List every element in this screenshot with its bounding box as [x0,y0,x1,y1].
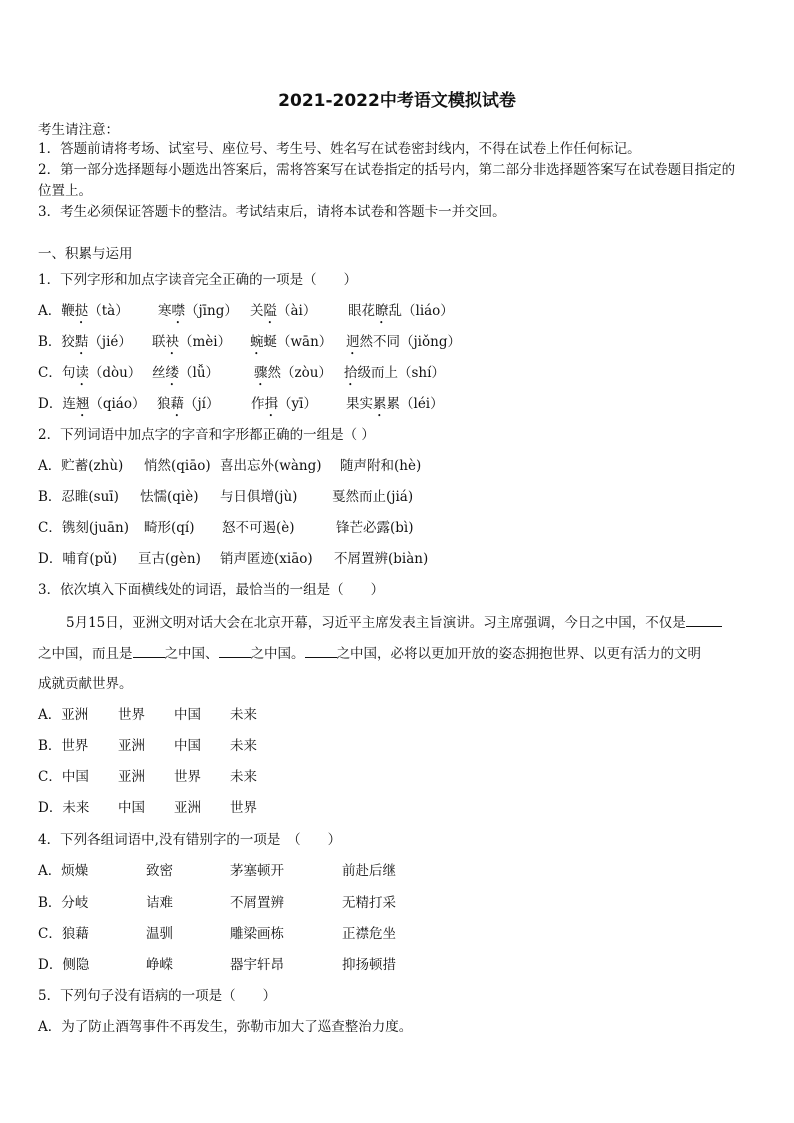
option-b-item: 无精打采 [342,895,396,911]
option-a-item: A．亚洲 [38,707,89,723]
option-a-item: A．烦燥 [38,863,89,879]
option-d-item: 器宇轩昂 [230,957,284,973]
passage-text: 5月15日，亚洲文明对话大会在北京开幕，习近平主席发表主旨演讲。习主席强调，今日之中国，不仅是 [66,615,686,631]
option-d-item: D．连翘（qiáo） [38,396,146,412]
option-a-item: A．鞭挞（tà） [38,303,129,319]
option-a-item: 茅塞顿开 [230,863,284,879]
question-5-stem: 5．下列句子没有语病的一项是（ ） [38,988,277,1004]
notice-item: 位置上。 [38,183,92,199]
option-b-item: 怯懦(qiè) [140,489,199,505]
notice-item: 1．答题前请将考场、试室号、座位号、考生号、姓名写在试卷密封线内，不得在试卷上作任何标记。 [38,141,641,157]
option-a-item: A．为了防止酒驾事件不再发生，弥勒市加大了巡查整治力度。 [38,1019,413,1035]
option-b-item: 与日俱增(jù) [220,489,298,505]
question-4-stem: 4．下列各组词语中,没有错别字的一项是 （ ） [38,832,342,848]
option-b-item: B．分岐 [38,895,89,911]
option-d-item: D．哺育(pǔ) [38,551,118,567]
option-c-item: 未来 [230,769,257,785]
option-b-item: 诘难 [146,895,173,911]
option-b-item: 蜿蜒（wān） [250,334,333,350]
option-b-item: 中国 [174,738,201,754]
option-c-item: 怒不可遏(è) [222,520,295,536]
question-3-passage [38,643,701,664]
notice-item: 2．第一部分选择题每小题选出答案后，需将答案写在试卷指定的括号内，第二部分非选择题答案写在试卷题目指定的 [38,162,736,178]
fill-blank [133,643,165,658]
option-a-item: 悄然(qiāo) [144,458,211,474]
option-c-item: 世界 [174,769,201,785]
option-c-item: C．中国 [38,769,89,785]
option-c-item: 畸形(qí) [144,520,195,536]
option-b-item: 亚洲 [118,738,145,754]
option-c-item: 骤然（zòu） [254,365,332,381]
option-c-item: C．句读（dòu） [38,365,142,381]
fill-blank [686,612,722,627]
option-d-item: 不屑置辨(biàn) [334,551,429,567]
option-d-item: D．未来 [38,800,90,816]
option-d-item: 狼藉（jí） [157,396,220,412]
passage-text: 之中国，必将以更加开放的姿态拥抱世界、以更有活力的文明 [336,646,701,662]
option-c-item: 丝缕（lǚ） [152,365,220,381]
question-1-stem: 1．下列字形和加点字读音完全正确的一项是（ ） [38,272,358,288]
option-a-item: 寒噤（jīng） [158,303,238,319]
option-b-item: 未来 [230,738,257,754]
question-3-stem: 3．依次填入下面横线处的词语，最恰当的一组是（ ） [38,582,385,598]
option-c-item: C．镌刻(juān) [38,520,129,536]
option-c-item: 正襟危坐 [342,926,396,942]
option-d-item: 抑扬顿措 [342,957,396,973]
option-c-item: C．狼藉 [38,926,89,942]
option-a-item: 随声附和(hè) [340,458,422,474]
option-a-item: 世界 [118,707,145,723]
exam-title: 2021-2022中考语文模拟试卷 [278,91,516,111]
option-d-item: 销声匿迹(xiāo) [220,551,313,567]
option-a-item: 喜出忘外(wàng) [220,458,322,474]
passage-text: 之中国。 [250,646,305,662]
passage-text: 之中国，而且是 [38,646,133,662]
section-heading: 一、积累与运用 [38,246,133,262]
option-d-item: 作揖（yī） [251,396,317,412]
option-b-item: B．狡黠（jié） [38,334,132,350]
option-a-item: 中国 [174,707,201,723]
option-a-item: 致密 [146,863,173,879]
question-3-passage [66,612,722,633]
option-b-item: 联袂（mèi） [152,334,232,350]
option-a-item: A．贮蓄(zhù) [38,458,124,474]
fill-blank [219,643,251,658]
question-3-passage: 成就贡献世界。 [38,676,133,692]
option-a-item: 未来 [230,707,257,723]
option-b-item: B．忍睢(suī) [38,489,119,505]
notice-item: 3．考生必须保证答题卡的整洁。考试结束后，请将本试卷和答题卡一并交回。 [38,204,506,220]
option-d-item: 中国 [118,800,145,816]
notice-heading: 考生请注意： [38,122,119,138]
option-d-item: 果实累累（léi） [346,396,444,412]
option-a-item: 关隘（ài） [250,303,317,319]
option-a-item: 眼花瞭乱（liáo） [348,303,454,319]
option-b-item: 迥然不同（jiǒng） [346,334,461,350]
option-a-item: 前赴后继 [342,863,396,879]
option-c-item: 温驯 [146,926,173,942]
option-d-item: 世界 [230,800,257,816]
option-c-item: 锋芒必露(bì) [336,520,414,536]
option-d-item: 峥嵘 [146,957,173,973]
option-c-item: 雕梁画栋 [230,926,284,942]
fill-blank [305,643,337,658]
question-2-stem: 2．下列词语中加点字的字音和字形都正确的一组是（ ） [38,427,375,443]
passage-text: 之中国、 [164,646,219,662]
option-b-item: 戛然而止(jiá) [332,489,414,505]
option-b-item: B．世界 [38,738,89,754]
option-c-item: 亚洲 [118,769,145,785]
option-d-item: 亘古(gèn) [138,551,201,567]
option-d-item: 亚洲 [174,800,201,816]
option-d-item: D．侧隐 [38,957,90,973]
option-c-item: 拾级而上（shí） [344,365,445,381]
option-b-item: 不屑置辨 [230,895,284,911]
